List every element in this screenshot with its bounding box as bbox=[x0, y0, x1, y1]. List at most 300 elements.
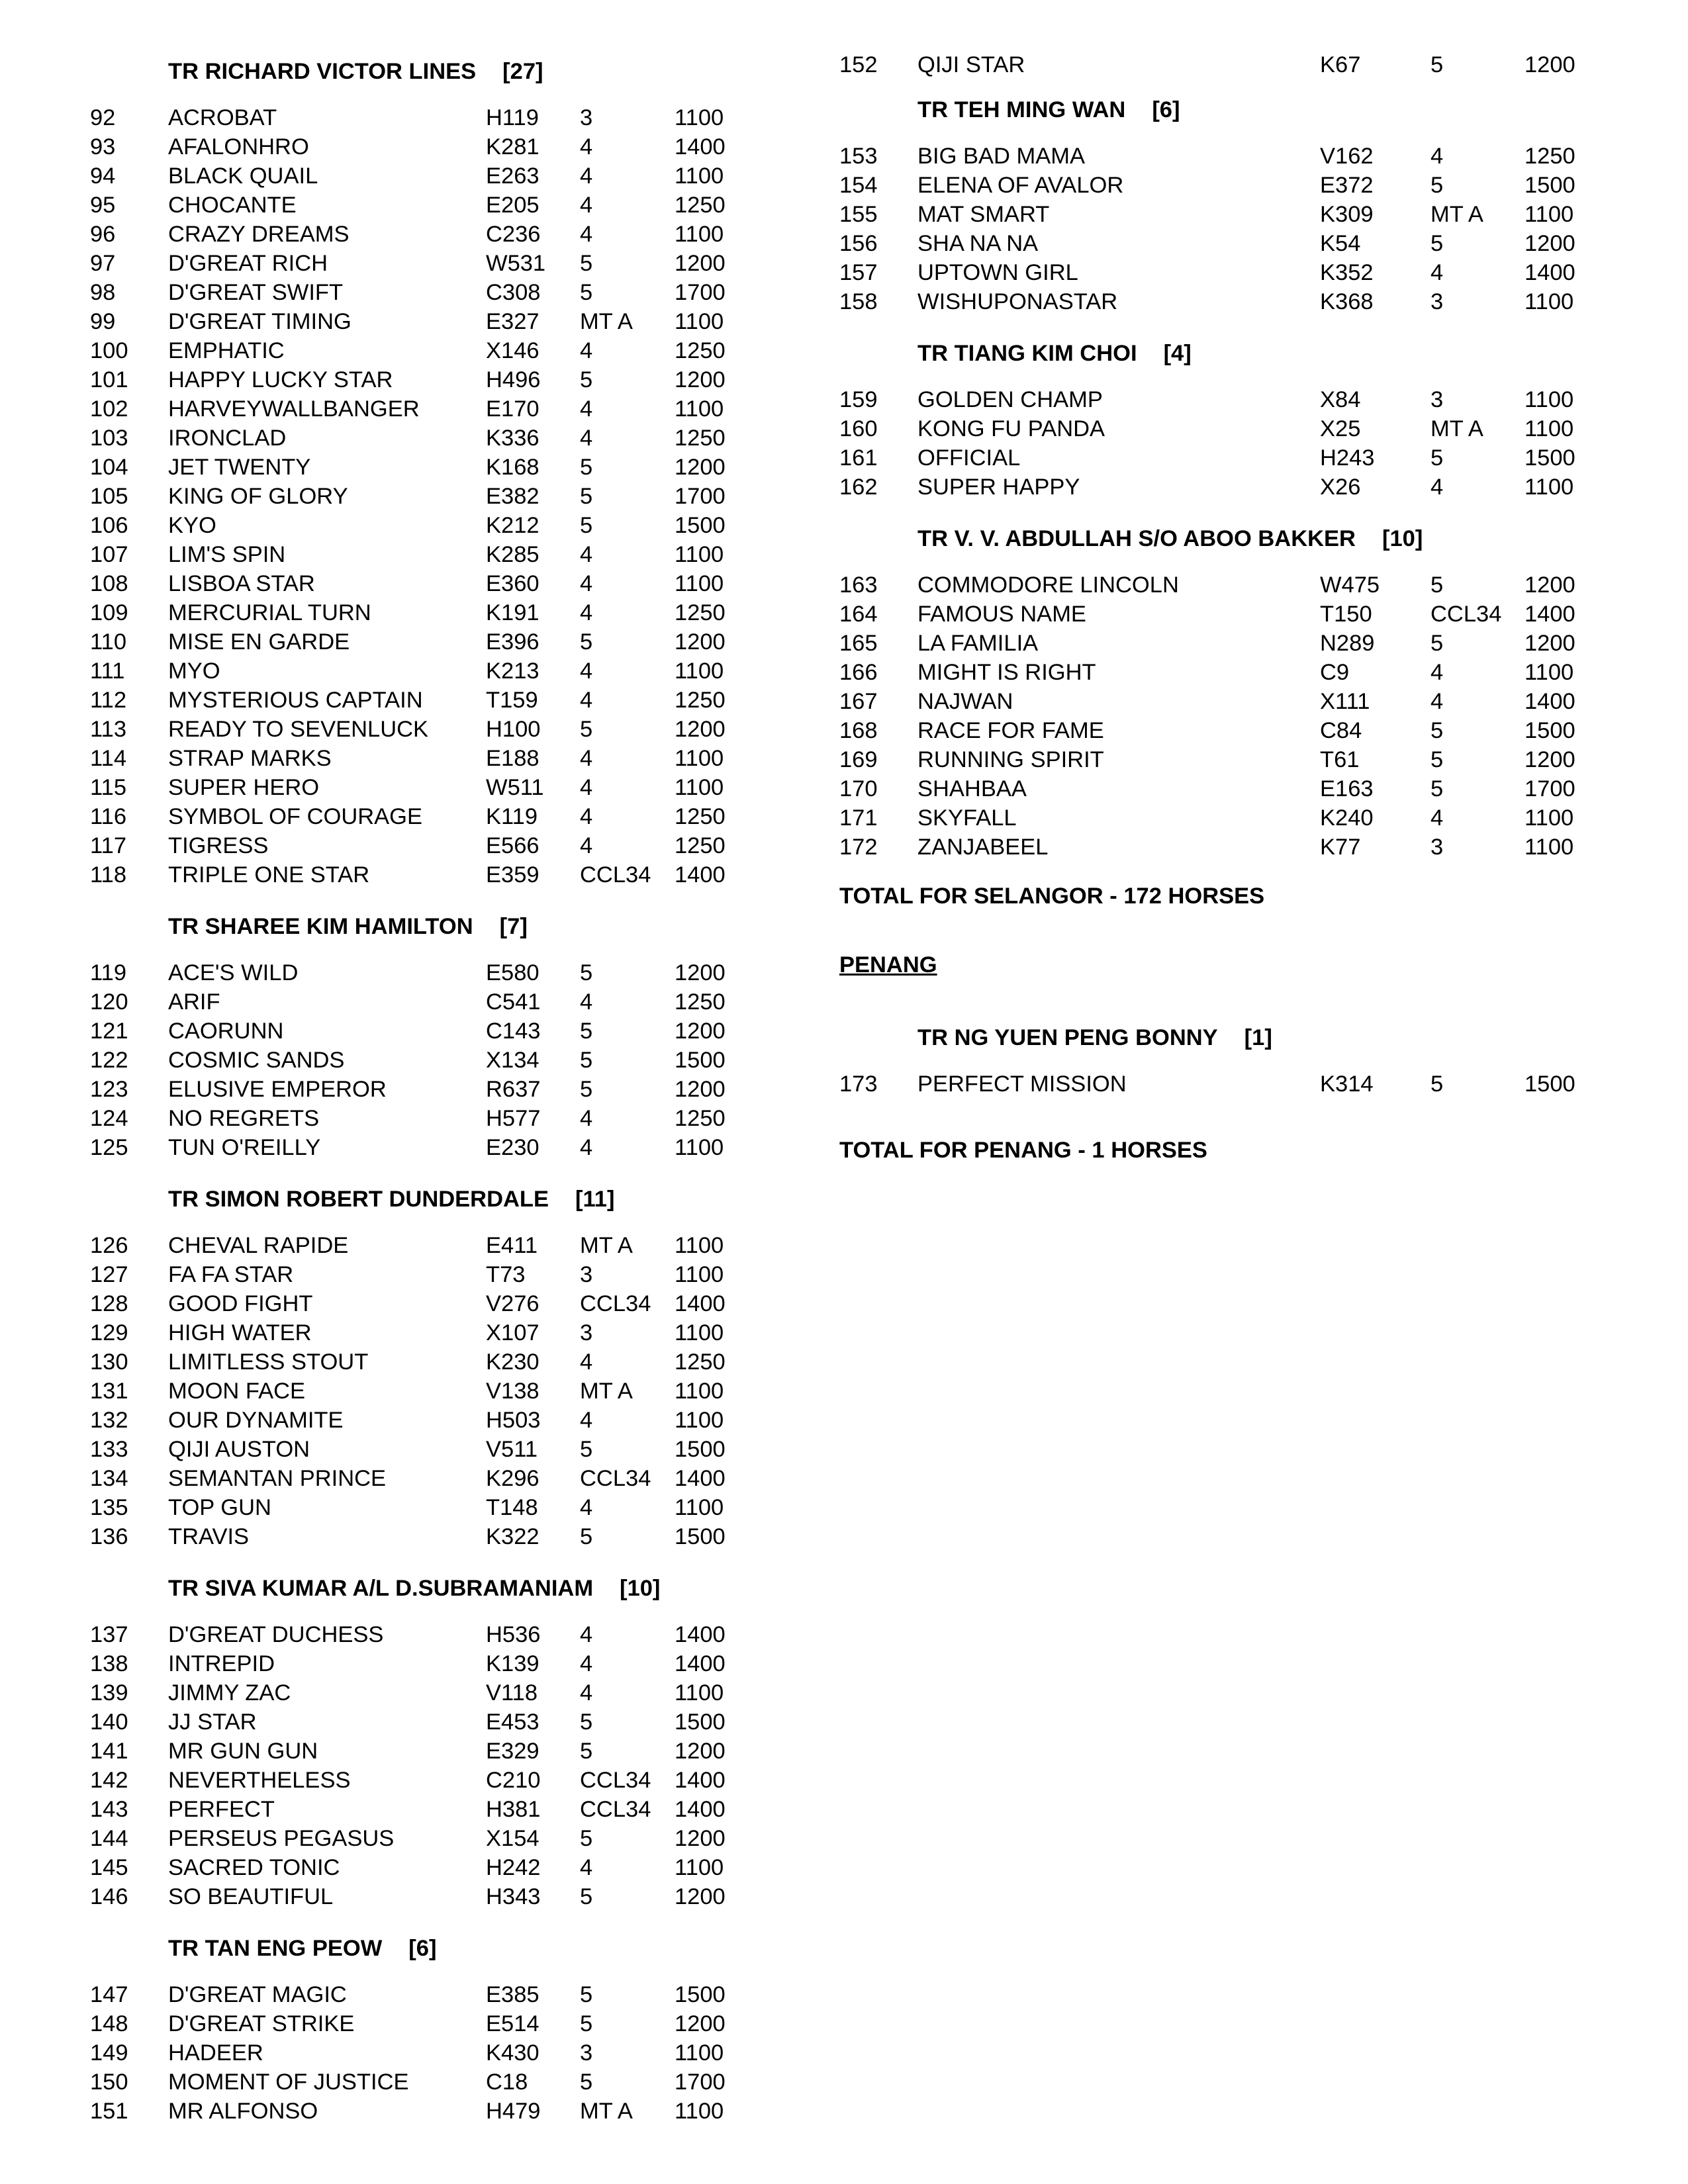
trainer-heading bbox=[917, 1023, 1575, 1052]
race-distance: 1200 bbox=[675, 2011, 726, 2036]
horse-code: C236 bbox=[486, 222, 541, 247]
horse-code: V276 bbox=[486, 1291, 539, 1316]
horse-name: HADEER bbox=[168, 2040, 263, 2066]
horse-code: K336 bbox=[486, 426, 539, 451]
horse-name: MR ALFONSO bbox=[168, 2099, 318, 2124]
horse-code: X84 bbox=[1320, 387, 1361, 412]
horse-number: 165 bbox=[839, 631, 878, 656]
horse-row bbox=[839, 774, 1575, 803]
horse-number: 157 bbox=[839, 260, 878, 285]
race-distance: 1250 bbox=[675, 600, 726, 625]
horse-number: 166 bbox=[839, 660, 878, 685]
race-distance: 1400 bbox=[675, 862, 726, 887]
trainer-group bbox=[90, 1934, 726, 2126]
continuation-rows bbox=[839, 50, 1575, 79]
horse-name: HAPPY LUCKY STAR bbox=[168, 367, 393, 392]
horse-code: H381 bbox=[486, 1797, 541, 1822]
race-distance: 1100 bbox=[675, 1495, 724, 1520]
horse-number: 139 bbox=[90, 1680, 128, 1706]
horse-row bbox=[839, 473, 1575, 502]
horse-class: 5 bbox=[580, 960, 593, 985]
horse-class: 5 bbox=[580, 455, 593, 480]
horse-code: K240 bbox=[1320, 805, 1374, 831]
horse-class: 5 bbox=[1430, 776, 1444, 801]
race-distance: 1500 bbox=[675, 513, 726, 538]
trainer-heading bbox=[917, 95, 1575, 124]
horse-class: 5 bbox=[580, 717, 593, 742]
trainer-heading bbox=[917, 524, 1575, 553]
horse-name: LIMITLESS STOUT bbox=[168, 1349, 369, 1375]
race-distance: 1100 bbox=[675, 1680, 724, 1706]
horse-row bbox=[90, 103, 726, 132]
horse-class: 3 bbox=[580, 1320, 593, 1345]
horse-row bbox=[90, 1824, 726, 1853]
horse-number: 108 bbox=[90, 571, 128, 596]
horse-number: 136 bbox=[90, 1524, 128, 1549]
horse-code: E359 bbox=[486, 862, 539, 887]
horse-class: 3 bbox=[1430, 387, 1444, 412]
horse-code: C9 bbox=[1320, 660, 1350, 685]
horse-code: E329 bbox=[486, 1739, 539, 1764]
horse-row bbox=[90, 802, 726, 831]
race-distance: 1100 bbox=[1524, 202, 1574, 227]
horse-code: X107 bbox=[486, 1320, 539, 1345]
horse-code: T148 bbox=[486, 1495, 538, 1520]
horse-code: T61 bbox=[1320, 747, 1360, 772]
horse-code: K314 bbox=[1320, 1071, 1374, 1097]
horse-name: SO BEAUTIFUL bbox=[168, 1884, 334, 1909]
horse-class: 4 bbox=[580, 338, 593, 363]
horse-class: 5 bbox=[1430, 231, 1444, 256]
horse-row bbox=[90, 511, 726, 540]
horse-code: K309 bbox=[1320, 202, 1374, 227]
race-distance: 1250 bbox=[675, 804, 726, 829]
horse-number: 98 bbox=[90, 280, 116, 305]
horse-row bbox=[90, 1766, 726, 1795]
horse-number: 127 bbox=[90, 1262, 128, 1287]
race-distance: 1250 bbox=[675, 1349, 726, 1375]
horse-code: T73 bbox=[486, 1262, 526, 1287]
horse-number: 140 bbox=[90, 1709, 128, 1735]
penang-heading: PENANG bbox=[839, 952, 937, 978]
horse-name: STRAP MARKS bbox=[168, 746, 332, 771]
horse-name: TRIPLE ONE STAR bbox=[168, 862, 370, 887]
horse-class: 5 bbox=[580, 629, 593, 655]
horse-row bbox=[90, 191, 726, 220]
horse-code: E163 bbox=[1320, 776, 1374, 801]
horse-row bbox=[90, 1260, 726, 1289]
horse-number: 144 bbox=[90, 1826, 128, 1851]
horse-row bbox=[839, 716, 1575, 745]
horse-name: UPTOWN GIRL bbox=[917, 260, 1078, 285]
horse-class: 5 bbox=[580, 1077, 593, 1102]
horse-code: C84 bbox=[1320, 718, 1362, 743]
trainer-name: TR RICHARD VICTOR LINES bbox=[168, 59, 477, 84]
horse-class: 3 bbox=[1430, 835, 1444, 860]
horse-row bbox=[90, 1347, 726, 1377]
horse-number: 163 bbox=[839, 572, 878, 598]
horse-row bbox=[839, 414, 1575, 443]
horse-row bbox=[90, 1522, 726, 1551]
horse-name: D'GREAT SWIFT bbox=[168, 280, 344, 305]
trainer-name: TR SIVA KUMAR A/L D.SUBRAMANIAM bbox=[168, 1576, 594, 1601]
horse-class: MT A bbox=[1430, 416, 1483, 441]
horse-code: H119 bbox=[486, 105, 539, 130]
horse-code: C308 bbox=[486, 280, 541, 305]
horse-name: SKYFALL bbox=[917, 805, 1017, 831]
horse-name: MERCURIAL TURN bbox=[168, 600, 371, 625]
trainer-group bbox=[839, 524, 1575, 862]
race-distance: 1700 bbox=[675, 280, 726, 305]
horse-number: 131 bbox=[90, 1379, 128, 1404]
horse-number: 99 bbox=[90, 309, 116, 334]
horse-name: SYMBOL OF COURAGE bbox=[168, 804, 423, 829]
horse-class: 3 bbox=[1430, 289, 1444, 314]
horse-class: 5 bbox=[580, 484, 593, 509]
horse-number: 101 bbox=[90, 367, 128, 392]
trainer-horse-count: [11] bbox=[575, 1187, 615, 1212]
horse-number: 149 bbox=[90, 2040, 128, 2066]
horse-row bbox=[90, 2097, 726, 2126]
horse-row bbox=[839, 833, 1575, 862]
horse-row bbox=[90, 831, 726, 860]
horse-code: K212 bbox=[486, 513, 539, 538]
horse-number: 133 bbox=[90, 1437, 128, 1462]
horse-class: 4 bbox=[1430, 689, 1444, 714]
right-column bbox=[839, 50, 1575, 1165]
horse-number: 145 bbox=[90, 1855, 128, 1880]
horse-name: SUPER HAPPY bbox=[917, 475, 1080, 500]
horse-row bbox=[90, 249, 726, 278]
horse-row bbox=[839, 200, 1575, 229]
race-distance: 1500 bbox=[675, 1437, 726, 1462]
horse-number: 147 bbox=[90, 1982, 128, 2007]
horse-class: 5 bbox=[1430, 747, 1444, 772]
horse-code: X134 bbox=[486, 1048, 539, 1073]
horse-code: X25 bbox=[1320, 416, 1361, 441]
horse-code: K281 bbox=[486, 134, 539, 159]
horse-code: C143 bbox=[486, 1019, 541, 1044]
horse-number: 138 bbox=[90, 1651, 128, 1676]
trainer-heading bbox=[168, 1934, 726, 1963]
horse-name: ZANJABEEL bbox=[917, 835, 1049, 860]
horse-row bbox=[90, 627, 726, 657]
horse-number: 118 bbox=[90, 862, 127, 887]
horse-code: V511 bbox=[486, 1437, 538, 1462]
race-distance: 1200 bbox=[1524, 631, 1575, 656]
race-distance: 1400 bbox=[1524, 260, 1575, 285]
race-distance: 1200 bbox=[675, 367, 726, 392]
horse-class: 5 bbox=[580, 1437, 593, 1462]
race-distance: 1400 bbox=[675, 134, 726, 159]
horse-row bbox=[839, 229, 1575, 258]
horse-row bbox=[839, 658, 1575, 687]
horse-row bbox=[90, 1377, 726, 1406]
horse-name: LA FAMILIA bbox=[917, 631, 1039, 656]
horse-number: 102 bbox=[90, 396, 128, 422]
horse-row bbox=[90, 540, 726, 569]
horse-class: 4 bbox=[580, 600, 593, 625]
horse-code: H536 bbox=[486, 1622, 541, 1647]
horse-name: TOP GUN bbox=[168, 1495, 271, 1520]
race-distance: 1200 bbox=[675, 1739, 726, 1764]
trainer-heading bbox=[917, 339, 1575, 368]
horse-name: READY TO SEVENLUCK bbox=[168, 717, 429, 742]
race-distance: 1100 bbox=[675, 542, 724, 567]
horse-name: D'GREAT DUCHESS bbox=[168, 1622, 384, 1647]
horse-row bbox=[90, 2068, 726, 2097]
horse-row bbox=[839, 803, 1575, 833]
horse-name: RUNNING SPIRIT bbox=[917, 747, 1104, 772]
horse-name: MAT SMART bbox=[917, 202, 1050, 227]
horse-class: 5 bbox=[580, 280, 593, 305]
horse-number: 170 bbox=[839, 776, 878, 801]
horse-row bbox=[90, 1882, 726, 1911]
horse-class: 4 bbox=[1430, 660, 1444, 685]
horse-name: D'GREAT RICH bbox=[168, 251, 328, 276]
horse-code: E372 bbox=[1320, 173, 1374, 198]
trainer-group bbox=[90, 57, 726, 889]
horse-class: 4 bbox=[1430, 260, 1444, 285]
horse-name: MYSTERIOUS CAPTAIN bbox=[168, 688, 423, 713]
trainer-group bbox=[839, 95, 1575, 316]
horse-code: X146 bbox=[486, 338, 539, 363]
race-distance: 1250 bbox=[675, 426, 726, 451]
race-distance: 1100 bbox=[675, 1233, 724, 1258]
horse-class: 3 bbox=[580, 105, 593, 130]
horse-code: H496 bbox=[486, 367, 541, 392]
horse-number: 150 bbox=[90, 2070, 128, 2095]
horse-number: 104 bbox=[90, 455, 128, 480]
horse-row bbox=[90, 1046, 726, 1075]
horse-number: 153 bbox=[839, 144, 878, 169]
horse-number: 141 bbox=[90, 1739, 128, 1764]
race-distance: 1100 bbox=[675, 1408, 724, 1433]
horse-number: 103 bbox=[90, 426, 128, 451]
horse-number: 94 bbox=[90, 163, 116, 189]
horse-row bbox=[90, 394, 726, 424]
race-distance: 1100 bbox=[675, 396, 724, 422]
horse-name: ELENA OF AVALOR bbox=[917, 173, 1124, 198]
horse-number: 161 bbox=[839, 445, 878, 471]
horse-class: 5 bbox=[580, 1982, 593, 2007]
horse-row bbox=[90, 220, 726, 249]
horse-class: 4 bbox=[580, 1855, 593, 1880]
horse-number: 117 bbox=[90, 833, 127, 858]
horse-class: 4 bbox=[580, 688, 593, 713]
horse-code: E396 bbox=[486, 629, 539, 655]
race-distance: 1500 bbox=[1524, 445, 1575, 471]
horse-row bbox=[90, 715, 726, 744]
horse-name: BIG BAD MAMA bbox=[917, 144, 1086, 169]
horse-number: 106 bbox=[90, 513, 128, 538]
horse-row bbox=[90, 307, 726, 336]
horse-number: 116 bbox=[90, 804, 127, 829]
horse-class: 3 bbox=[580, 1262, 593, 1287]
horse-code: H242 bbox=[486, 1855, 541, 1880]
race-distance: 1500 bbox=[1524, 718, 1575, 743]
race-distance: 1400 bbox=[675, 1466, 726, 1491]
race-distance: 1200 bbox=[1524, 572, 1575, 598]
horse-row bbox=[90, 1075, 726, 1104]
horse-code: T150 bbox=[1320, 602, 1372, 627]
race-distance: 1100 bbox=[675, 2040, 724, 2066]
horse-class: 3 bbox=[580, 2040, 593, 2066]
horse-name: OFFICIAL bbox=[917, 445, 1021, 471]
horse-number: 119 bbox=[90, 960, 127, 985]
horse-code: E360 bbox=[486, 571, 539, 596]
horse-class: 4 bbox=[580, 1408, 593, 1433]
horse-name: HIGH WATER bbox=[168, 1320, 312, 1345]
penang-total: TOTAL FOR PENANG - 1 HORSES bbox=[839, 1138, 1207, 1163]
horse-row bbox=[90, 1707, 726, 1737]
trainer-group bbox=[90, 1574, 726, 1911]
horse-name: GOOD FIGHT bbox=[168, 1291, 313, 1316]
horse-number: 107 bbox=[90, 542, 128, 567]
horse-code: E566 bbox=[486, 833, 539, 858]
horse-name: COSMIC SANDS bbox=[168, 1048, 345, 1073]
horse-name: BLACK QUAIL bbox=[168, 163, 318, 189]
horse-code: W475 bbox=[1320, 572, 1380, 598]
race-distance: 1100 bbox=[675, 659, 724, 684]
race-distance: 1500 bbox=[675, 1982, 726, 2007]
horse-number: 142 bbox=[90, 1768, 128, 1793]
horse-class: MT A bbox=[580, 309, 633, 334]
horse-name: MIGHT IS RIGHT bbox=[917, 660, 1096, 685]
horse-row bbox=[90, 1620, 726, 1649]
horse-class: 5 bbox=[580, 1019, 593, 1044]
horse-class: 4 bbox=[580, 775, 593, 800]
horse-name: JJ STAR bbox=[168, 1709, 257, 1735]
horse-code: E230 bbox=[486, 1135, 539, 1160]
race-distance: 1100 bbox=[1524, 416, 1574, 441]
horse-name: OUR DYNAMITE bbox=[168, 1408, 344, 1433]
horse-row bbox=[90, 1649, 726, 1678]
left-column bbox=[90, 50, 726, 2126]
horse-row bbox=[839, 287, 1575, 316]
trainer-horse-count: [27] bbox=[502, 59, 543, 84]
horse-name: D'GREAT MAGIC bbox=[168, 1982, 347, 2007]
horse-row bbox=[90, 453, 726, 482]
race-distance: 1100 bbox=[675, 1262, 724, 1287]
penang-group bbox=[839, 1023, 1575, 1099]
horse-class: 4 bbox=[1430, 144, 1444, 169]
horse-name: FA FA STAR bbox=[168, 1262, 294, 1287]
horse-code: E411 bbox=[486, 1233, 538, 1258]
horse-row bbox=[839, 171, 1575, 200]
race-distance: 1250 bbox=[675, 688, 726, 713]
race-distance: 1400 bbox=[1524, 602, 1575, 627]
horse-row bbox=[839, 745, 1575, 774]
race-distance: 1200 bbox=[1524, 747, 1575, 772]
trainer-group bbox=[839, 339, 1575, 502]
horse-code: V162 bbox=[1320, 144, 1374, 169]
race-distance: 1200 bbox=[1524, 52, 1575, 77]
horse-row bbox=[839, 142, 1575, 171]
horse-row bbox=[90, 1133, 726, 1162]
horse-class: 5 bbox=[580, 513, 593, 538]
horse-class: 5 bbox=[1430, 718, 1444, 743]
horse-class: 4 bbox=[580, 163, 593, 189]
race-distance: 1100 bbox=[675, 2099, 724, 2124]
horse-class: 4 bbox=[580, 571, 593, 596]
horse-number: 148 bbox=[90, 2011, 128, 2036]
horse-class: 4 bbox=[580, 1680, 593, 1706]
horse-row bbox=[90, 1231, 726, 1260]
horse-row bbox=[90, 958, 726, 987]
horse-name: CAORUNN bbox=[168, 1019, 284, 1044]
horse-row bbox=[90, 1980, 726, 2009]
horse-name: SHA NA NA bbox=[917, 231, 1039, 256]
horse-class: CCL34 bbox=[580, 1466, 651, 1491]
horse-name: CHOCANTE bbox=[168, 193, 297, 218]
horse-name: KONG FU PANDA bbox=[917, 416, 1105, 441]
horse-number: 156 bbox=[839, 231, 878, 256]
horse-row bbox=[839, 600, 1575, 629]
selangor-total: TOTAL FOR SELANGOR - 172 HORSES bbox=[839, 884, 1265, 909]
race-distance: 1100 bbox=[675, 775, 724, 800]
horse-row bbox=[839, 50, 1575, 79]
horse-name: JIMMY ZAC bbox=[168, 1680, 291, 1706]
horse-name: WISHUPONASTAR bbox=[917, 289, 1118, 314]
horse-name: D'GREAT STRIKE bbox=[168, 2011, 355, 2036]
horse-code: E327 bbox=[486, 309, 539, 334]
trainer-name: TR TIANG KIM CHOI bbox=[917, 341, 1137, 366]
horse-number: 172 bbox=[839, 835, 878, 860]
horse-name: HARVEYWALLBANGER bbox=[168, 396, 420, 422]
horse-name: KING OF GLORY bbox=[168, 484, 348, 509]
horse-code: K430 bbox=[486, 2040, 539, 2066]
horse-number: 171 bbox=[839, 805, 878, 831]
horse-name: CRAZY DREAMS bbox=[168, 222, 350, 247]
race-distance: 1200 bbox=[675, 717, 726, 742]
horse-code: V118 bbox=[486, 1680, 538, 1706]
horse-row bbox=[839, 385, 1575, 414]
race-distance: 1250 bbox=[675, 833, 726, 858]
horse-row bbox=[90, 1795, 726, 1824]
race-distance: 1200 bbox=[675, 960, 726, 985]
horse-row bbox=[839, 629, 1575, 658]
right-trainer-groups bbox=[839, 95, 1575, 862]
horse-class: 4 bbox=[580, 1106, 593, 1131]
race-distance: 1200 bbox=[675, 1077, 726, 1102]
horse-class: 4 bbox=[580, 396, 593, 422]
race-distance: 1100 bbox=[675, 1135, 724, 1160]
horse-name: JET TWENTY bbox=[168, 455, 311, 480]
horse-name: RACE FOR FAME bbox=[917, 718, 1104, 743]
horse-name: TIGRESS bbox=[168, 833, 269, 858]
horse-code: K285 bbox=[486, 542, 539, 567]
horse-row bbox=[90, 482, 726, 511]
horse-class: MT A bbox=[580, 2099, 633, 2124]
horse-class: 4 bbox=[580, 542, 593, 567]
race-distance: 1200 bbox=[675, 251, 726, 276]
horse-name: MISE EN GARDE bbox=[168, 629, 350, 655]
horse-row bbox=[839, 258, 1575, 287]
horse-code: H243 bbox=[1320, 445, 1375, 471]
horse-row bbox=[90, 1678, 726, 1707]
horse-name: NAJWAN bbox=[917, 689, 1013, 714]
horse-class: 4 bbox=[580, 193, 593, 218]
trainer-name: TR SHAREE KIM HAMILTON bbox=[168, 914, 473, 939]
horse-code: H503 bbox=[486, 1408, 541, 1433]
horse-row bbox=[90, 424, 726, 453]
horse-row bbox=[839, 570, 1575, 600]
horse-number: 159 bbox=[839, 387, 878, 412]
race-distance: 1100 bbox=[1524, 475, 1574, 500]
horse-code: E514 bbox=[486, 2011, 539, 2036]
horse-code: X111 bbox=[1320, 689, 1370, 714]
